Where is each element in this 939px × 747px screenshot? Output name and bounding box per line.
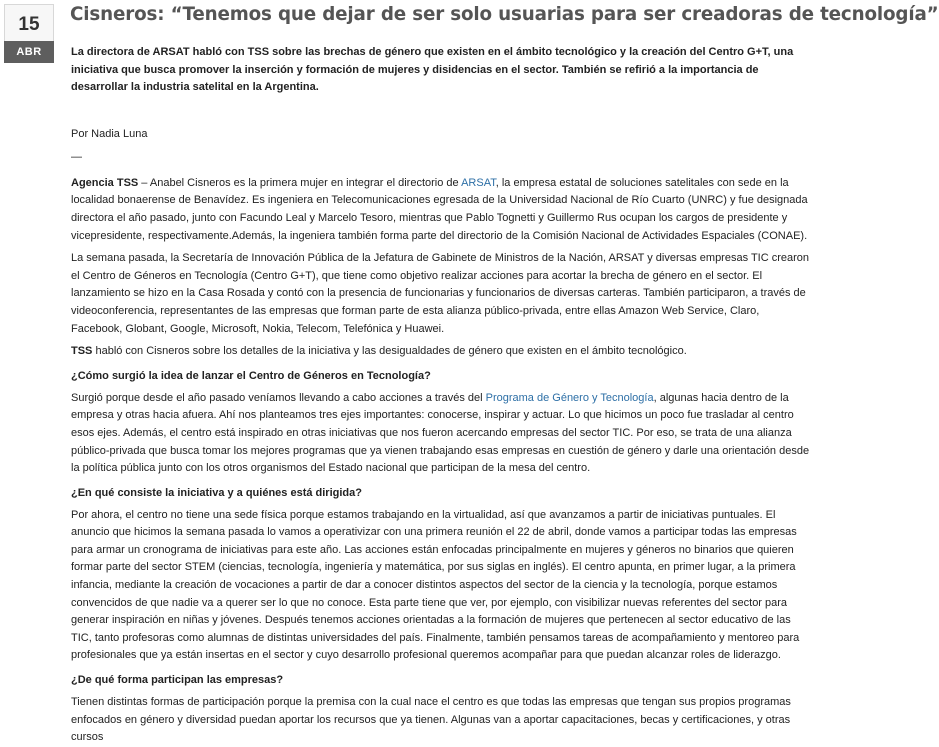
paragraph-intro	[71, 175, 811, 245]
question-heading: ¿En qué consiste la iniciativa y a quiénes está dirigida?	[71, 486, 362, 499]
agency-dash: –	[138, 176, 150, 189]
article-title[interactable]: Cisneros: “Tenemos que dejar de ser solo usuarias para ser creadoras de tecnología”	[70, 4, 939, 25]
byline-separator: —	[71, 150, 82, 163]
paragraph-text: , algunas hacia dentro de la empresa y otras hacia afuera. Ahí nos planteamos tres ejes importantes: conocerse, inspirar y actuar. Lo que hicimos un poco fue trasladar al centro esos ejes. Además, el centro está inspirado en otras iniciativas que nos fueron acercando empresas del sector TIC. Por eso, se trata de una alianza público-privada que busca tomar los mejores programas que ya vienen trabajando esas empresas en cuestión de género y darle una orientación desde la política pública junto con los otros organismos del Estado nacional que participan de la mesa del centro.	[71, 391, 810, 475]
post-date	[4, 4, 54, 63]
arsat-link[interactable]: ARSAT	[461, 176, 496, 189]
answer-paragraph: Por ahora, el centro no tiene una sede física porque estamos trabajando en la virtualidad, así que avanzamos a partir de iniciativas puntuales. El anuncio que hicimos la semana pasada lo vamos a operativizar con una primera reunión el 22 de abril, donde vamos a participar todas las empresas para armar un cronograma de iniciativas para este año. Las acciones están enfocadas principalmente en mujeres y géneros no binarios que quieren formar parte del sector STEM (ciencias, tecnología, ingeniería y matemática, por sus siglas en inglés). El centro apunta, en primer lugar, a la primera infancia, mediante la creación de vocaciones a partir de dar a conocer distintos aspectos del sector de la ciencia y la tecnología, porque estamos convencidos de que nadie va a querer ser lo que no conoce. Esta parte tiene que ver, por ejemplo, con visibilizar nuevas referentes del sector para generar inspiración en niñas y jóvenes. Después tenemos acciones orientadas a la formación de mujeres que pertenecen al sector educativo de las TIC, tanto profesoras como alumnas de distintas universidades del país. Finalmente, también pensamos tareas de acompañamiento y mentoreo para profesionales que ya están insertas en el sector y cuyo desarrollo profesional queremos acompañar para que puedan alcanzar roles de liderazgo.	[71, 508, 800, 662]
article-byline: Por Nadia Luna	[71, 127, 148, 140]
programa-genero-link[interactable]: Programa de Género y Tecnología	[485, 391, 654, 404]
question-heading: ¿De qué forma participan las empresas?	[71, 674, 284, 687]
article	[70, 0, 939, 747]
paragraph-text: habló con Cisneros sobre los detalles de la iniciativa y las desigualdades de género que existen en el ámbito tecnológico.	[92, 345, 687, 358]
post-date-month: ABR	[4, 41, 54, 63]
answer-paragraph: Tienen distintas formas de participación porque la premisa con la cual nace el centro es que todas las empresas que tengan sus propios programas enfocados en género y diversidad puedan aportar los recursos que ya tienen. Algunas van a aportar capacitaciones, becas y certificaciones, y otras cursos	[71, 696, 791, 744]
paragraph-text: Anabel Cisneros es la primera mujer en integrar el directorio de	[149, 176, 462, 189]
tss-label: TSS	[71, 345, 93, 358]
question-heading: ¿Cómo surgió la idea de lanzar el Centro de Géneros en Tecnología?	[71, 369, 431, 382]
article-lead: La directora de ARSAT habló con TSS sobre las brechas de género que existen en el ámbito tecnológico y la creación del Centro G+T, una iniciativa que busca promover la inserción y formación de mujeres y disidencias en el sector. También se refirió a la importancia de desarrollar la industria satelital en la Argentina.	[71, 46, 794, 94]
post-date-day: 15	[4, 4, 54, 41]
answer-paragraph	[71, 390, 811, 478]
paragraph-launch: La semana pasada, la Secretaría de Innovación Pública de la Jefatura de Gabinete de Ministros de la Nación, ARSAT y diversas empresas TIC crearon el Centro de Géneros en Tecnología (Centro G+T), que tiene como objetivo realizar acciones para acortar la brecha de género en el sector. El lanzamiento se hizo en la Casa Rosada y contó con la presencia de funcionarias y funcionarios de diversas carteras. También participaron, a través de videoconferencia, representantes de las empresas que forman parte de esta alianza público-privada, entre ellas Amazon Web Service, Claro, Facebook, Globant, Google, Microsoft, Nokia, Telecom, Telefónica y Huawei.	[71, 252, 810, 335]
paragraph-text: Surgió porque desde el año pasado veníamos llevando a cabo acciones a través del	[71, 391, 486, 404]
paragraph-tss	[71, 343, 811, 361]
paragraph-text: , la empresa estatal de soluciones satelitales con sede en la localidad bonaerense de Benavídez. Es ingeniera en Telecomunicaciones egresada de la Universidad Nacional de Río Cuarto (UNRC) y fue designada directora el año pasado, junto con Facundo Leal y Marcelo Tesoro, mientras que Pablo Tognetti y Guillermo Rus ocupan los cargos de presidente y vicepresidente, respectivamente.Además, la ingeniera también forma parte del directorio de la Comisión Nacional de Actividades Espaciales (CONAE).	[71, 176, 808, 242]
agency-label: Agencia TSS	[71, 176, 139, 189]
